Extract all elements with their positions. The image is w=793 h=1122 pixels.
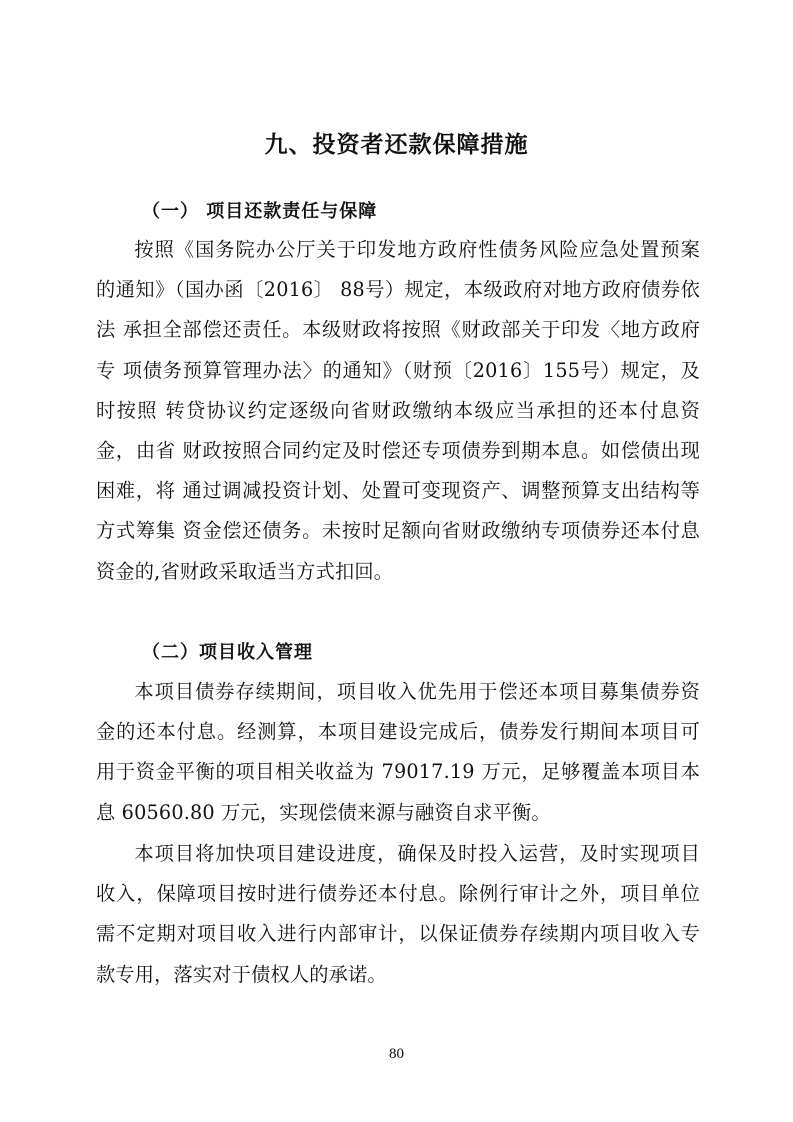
- paragraph-repayment-responsibility: 按照《国务院办公厅关于印发地方政府性债务风险应急处置预案 的通知》（国办函〔2016〕 88号）规定，本级政府对地方政府债券依法 承担全部偿还责任。本级财政将按照《财政部关于印发〈地方政府专 项债务预算管理办法〉的通知》（财预〔2016〕155号）规定，及时按照 转贷协议约定逐级向省财政缴纳本级应当承担的还本付息资金，由省 财政按照合同约定及时偿还专项债券到期本息。如偿债出现困难，将 通过调减投资计划、处置可变现资产、调整预算支出结构等方式筹集 资金偿还债务。未按时足额向省财政缴纳专项债券还本付息资金的,省财政采取适当方式扣回。: [96, 238, 700, 583]
- paragraph-revenue-audit: 本项目将加快项目建设进度，确保及时投入运营，及时实现项目 收入，保障项目按时进行债券还本付息。除例行审计之外，项目单位 需不定期对项目收入进行内部审计，以保证债券存续期内项目收入专 款专用，落实对于债权人的承诺。: [96, 842, 700, 986]
- section-heading-repayment-responsibility: （一） 项目还款责任与保障: [142, 201, 378, 222]
- page-title: 九、投资者还款保障措施: [264, 132, 529, 158]
- page-number: 80: [389, 1046, 404, 1062]
- paragraph-revenue-coverage: 本项目债券存续期间，项目收入优先用于偿还本项目募集债券资 金的还本付息。经测算，本项目建设完成后，债券发行期间本项目可 用于资金平衡的项目相关收益为 79017.19 万元，足够覆盖本项目本息 60560.80 万元，实现偿债来源与融资自求平衡。: [96, 680, 700, 824]
- section-heading-revenue-management: （二）项目收入管理: [142, 642, 313, 663]
